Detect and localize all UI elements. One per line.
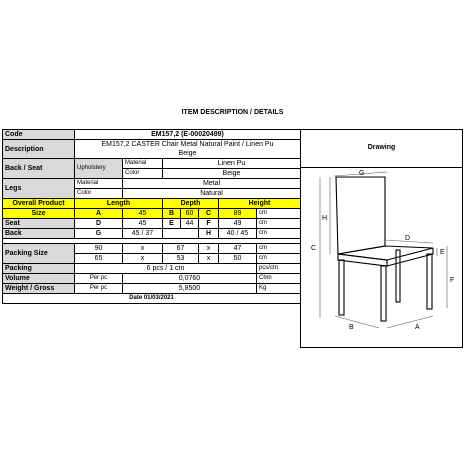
description-line-1: EM157,2 CASTER Chair Metal Natural Paint / Linen Pu [101,141,274,148]
seat-e-letter: E [163,219,181,229]
packing-size-row-1 [3,244,301,254]
legs-color-label: Color [75,189,123,199]
chair-backrest-outline [336,177,385,254]
packing-unit: pcs/ctn [257,264,301,274]
weight-value: 5,8500 [123,284,257,294]
packing-size-1-h: 47 [219,244,257,254]
legs-color-value: Natural [123,189,301,199]
volume-value: 0,0760 [123,274,257,284]
drawing-panel [300,129,463,348]
code-row [3,130,301,140]
seat-d-value: 45 [123,219,163,229]
dimensions-header-row [3,199,301,209]
size-b-value: 60 [181,209,199,219]
weight-label: Weight / Gross [3,284,75,294]
size-a-value: 45 [123,209,163,219]
dim-label-g: G [359,170,365,177]
size-c-value: 89 [219,209,257,219]
seat-row [3,219,301,229]
weight-unit: Kg [257,284,301,294]
packing-size-1-unit: cm [257,244,301,254]
back-h-value: 40 / 45 [219,229,257,239]
seat-unit: cm [257,219,301,229]
volume-row [3,274,301,284]
size-b-letter: B [163,209,181,219]
depth-header: Depth [163,199,219,209]
overall-product-label: Overall Product [3,199,75,209]
volume-label: Volume [3,274,75,284]
drawing-title: Drawing [301,130,462,168]
packing-size-2-h: 50 [219,254,257,264]
length-header: Length [75,199,163,209]
dim-label-b: B [349,324,354,331]
description-value [75,140,301,159]
back-h-letter: H [199,229,219,239]
volume-per: Per pc [75,274,123,284]
legs-label: Legs [3,179,75,199]
dim-line-b [335,316,379,328]
back-seat-material-row [3,159,301,169]
back-g-value: 45 / 37 [123,229,163,239]
back-unit: cm [257,229,301,239]
legs-material-value: Metal [123,179,301,189]
packing-size-1-d: 67 [163,244,199,254]
description-label: Description [3,140,75,159]
dim-label-h: H [322,215,328,222]
chair-seat-front-edge [338,254,387,266]
page-title: ITEM DESCRIPTION / DETAILS [181,109,284,116]
dim-label-f: F [450,277,455,284]
packing-size-2-x1: x [123,254,163,264]
spec-table [2,129,301,304]
size-row [3,209,301,219]
dim-line-a [387,316,433,328]
back-seat-material-label: Material [123,159,163,169]
packing-size-2-d: 53 [163,254,199,264]
dim-label-d: D [405,235,411,242]
legs-material-label: Material [75,179,123,189]
back-g-letter: G [75,229,123,239]
chair-leg-back-left [339,260,344,315]
volume-unit: Cbm [257,274,301,284]
dim-label-e: E [440,249,445,256]
date-row [3,294,301,304]
back-seat-material-value: Linen Pu [163,159,301,169]
chair-seat-side-edge [387,248,433,266]
chair-leg-front-right [427,254,432,309]
code-value: EM157,2 (E-00020499) [75,130,301,140]
size-label: Size [3,209,75,219]
back-label: Back [3,229,75,239]
seat-label: Seat [3,219,75,229]
height-header: Height [219,199,301,209]
back-seat-color-value: Beige [163,169,301,179]
chair-drawing [301,168,462,348]
packing-size-label: Packing Size [3,244,75,264]
packing-label: Packing [3,264,75,274]
packing-size-1-l: 90 [75,244,123,254]
size-c-letter: C [199,209,219,219]
packing-row [3,264,301,274]
back-seat-label: Back / Seat [3,159,75,179]
packing-size-2-x2: x [199,254,219,264]
back-seat-color-label: Color [123,169,163,179]
packing-value: 6 pcs / 1 ctn [75,264,257,274]
upholstery-label: Upholstery [75,159,123,179]
back-empty-cell [163,229,199,239]
date-text: Date 01/03/2021 [3,294,301,304]
seat-e-value: 44 [181,219,199,229]
weight-row [3,284,301,294]
size-a-letter: A [75,209,123,219]
back-row [3,229,301,239]
dim-label-a: A [415,324,420,331]
seat-f-value: 49 [219,219,257,229]
packing-size-1-x1: x [123,244,163,254]
code-label: Code [3,130,75,140]
packing-size-1-x2: x [199,244,219,254]
seat-d-letter: D [75,219,123,229]
description-line-2: Beige [178,150,197,157]
description-row [3,140,301,159]
seat-f-letter: F [199,219,219,229]
size-unit: cm [257,209,301,219]
dim-label-c: C [311,245,317,252]
packing-size-2-unit: cm [257,254,301,264]
weight-per: Per pc [75,284,123,294]
chair-leg-front-left [381,266,386,321]
packing-size-2-l: 65 [75,254,123,264]
legs-material-row [3,179,301,189]
